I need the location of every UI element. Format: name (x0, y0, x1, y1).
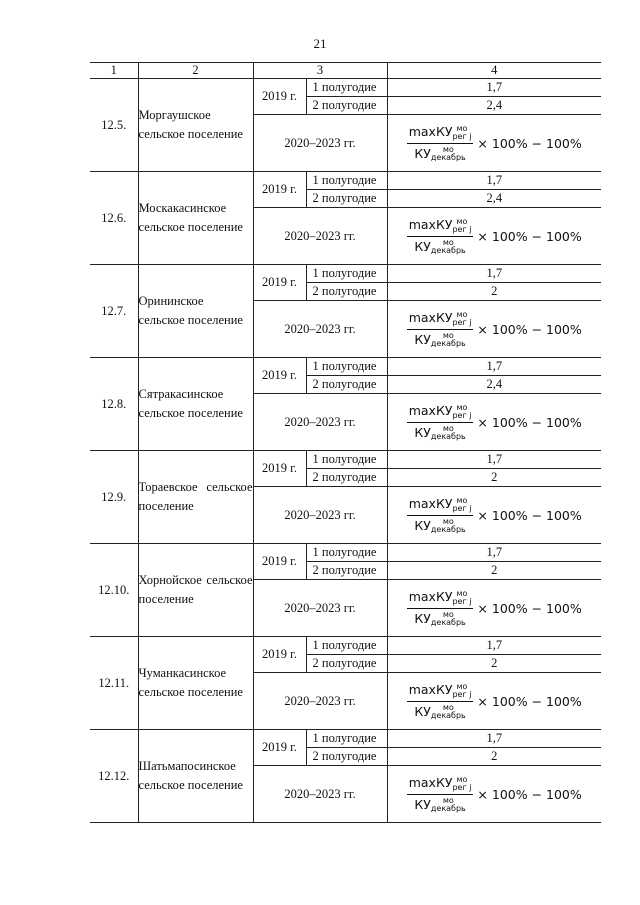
row-number: 12.6. (90, 172, 138, 265)
numerator-sub: рег j (452, 224, 472, 234)
formula-tail: × 100% − 100% (477, 786, 582, 802)
numerator-sup: мо (456, 774, 468, 784)
half-year-1-label: 1 полугодие (306, 451, 387, 469)
period-label: 2020–2023 гг. (253, 394, 387, 451)
formula-denominator (414, 237, 465, 256)
half-year-2-value: 2 (387, 655, 601, 673)
denominator-text: КУ (414, 610, 431, 626)
half-year-1-label: 1 полугодие (306, 730, 387, 748)
formula-numerator (407, 682, 474, 702)
table-row (90, 358, 601, 376)
formula-tail: × 100% − 100% (477, 321, 582, 337)
half-year-1-label: 1 полугодие (306, 172, 387, 190)
formula-denominator (414, 795, 465, 814)
row-number: 12.12. (90, 730, 138, 823)
half-year-2-label: 2 полугодие (306, 469, 387, 487)
numerator-sub: рег j (452, 782, 472, 792)
formula-denominator (414, 609, 465, 628)
formula-tail: × 100% − 100% (477, 600, 582, 616)
table-row (90, 544, 601, 562)
formula-tail: × 100% − 100% (477, 693, 582, 709)
half-year-2-value: 2 (387, 283, 601, 301)
row-number: 12.9. (90, 451, 138, 544)
year-label: 2019 г. (253, 637, 306, 673)
formula-cell (387, 208, 601, 265)
table-row (90, 451, 601, 469)
denominator-sup: мо (442, 796, 454, 805)
numerator-text: maxКУ (408, 496, 453, 511)
period-label: 2020–2023 гг. (253, 580, 387, 637)
half-year-1-value: 1,7 (387, 544, 601, 562)
denominator-sup: мо (442, 424, 454, 433)
formula (407, 124, 582, 162)
settlement-name: Шатьмапосинское сельское поселение (138, 730, 253, 823)
half-year-1-value: 1,7 (387, 265, 601, 283)
row-number: 12.7. (90, 265, 138, 358)
formula-tail: × 100% − 100% (477, 414, 582, 430)
numerator-text: maxКУ (408, 775, 453, 790)
year-label: 2019 г. (253, 451, 306, 487)
settlement-name: Хорнойское сельское поселение (138, 544, 253, 637)
table-row (90, 265, 601, 283)
formula (407, 775, 582, 813)
numerator-sub: рег j (452, 131, 472, 141)
formula-cell (387, 766, 601, 823)
half-year-1-value: 1,7 (387, 730, 601, 748)
formula (407, 403, 582, 441)
formula-numerator (407, 589, 474, 609)
numerator-sup: мо (456, 681, 468, 691)
header-col-3: 3 (253, 63, 387, 79)
denominator-sub: декабрь (430, 432, 466, 441)
numerator-sub: рег j (452, 503, 472, 513)
denominator-sub: декабрь (430, 618, 466, 627)
formula-fraction (407, 217, 474, 255)
formula (407, 217, 582, 255)
row-number: 12.8. (90, 358, 138, 451)
period-label: 2020–2023 гг. (253, 208, 387, 265)
half-year-1-value: 1,7 (387, 358, 601, 376)
half-year-1-value: 1,7 (387, 637, 601, 655)
denominator-text: КУ (414, 796, 431, 812)
numerator-sub: рег j (452, 317, 472, 327)
formula-numerator (407, 217, 474, 237)
year-label: 2019 г. (253, 730, 306, 766)
half-year-1-label: 1 полугодие (306, 79, 387, 97)
page-number: 21 (313, 36, 327, 51)
formula-cell (387, 115, 601, 172)
numerator-sup: мо (456, 123, 468, 133)
half-year-2-label: 2 полугодие (306, 283, 387, 301)
row-number: 12.5. (90, 79, 138, 172)
formula-denominator (414, 423, 465, 442)
period-label: 2020–2023 гг. (253, 673, 387, 730)
period-label: 2020–2023 гг. (253, 487, 387, 544)
row-number: 12.10. (90, 544, 138, 637)
half-year-2-label: 2 полугодие (306, 748, 387, 766)
header-col-2: 2 (138, 63, 253, 79)
half-year-1-value: 1,7 (387, 172, 601, 190)
year-label: 2019 г. (253, 544, 306, 580)
formula-fraction (407, 682, 474, 720)
table-row (90, 637, 601, 655)
half-year-1-label: 1 полугодие (306, 544, 387, 562)
half-year-2-value: 2 (387, 562, 601, 580)
settlement-name: Моргаушское сельское поселение (138, 79, 253, 172)
formula-numerator (407, 124, 474, 144)
year-label: 2019 г. (253, 172, 306, 208)
numerator-sup: мо (456, 495, 468, 505)
formula-cell (387, 301, 601, 358)
formula-numerator (407, 775, 474, 795)
denominator-text: КУ (414, 517, 431, 533)
half-year-2-value: 2,4 (387, 190, 601, 208)
numerator-text: maxКУ (408, 403, 453, 418)
denominator-sup: мо (442, 238, 454, 247)
formula-tail: × 100% − 100% (477, 135, 582, 151)
table-header-row (90, 63, 601, 79)
denominator-text: КУ (414, 238, 431, 254)
header-col-4: 4 (387, 63, 601, 79)
denominator-sub: декабрь (430, 339, 466, 348)
numerator-text: maxКУ (408, 124, 453, 139)
denominator-text: КУ (414, 703, 431, 719)
half-year-2-label: 2 полугодие (306, 655, 387, 673)
formula-fraction (407, 124, 474, 162)
half-year-1-value: 1,7 (387, 79, 601, 97)
half-year-1-label: 1 полугодие (306, 637, 387, 655)
denominator-sup: мо (442, 703, 454, 712)
half-year-2-value: 2 (387, 748, 601, 766)
formula (407, 682, 582, 720)
formula-denominator (414, 702, 465, 721)
numerator-text: maxКУ (408, 682, 453, 697)
formula-denominator (414, 516, 465, 535)
formula-tail: × 100% − 100% (477, 228, 582, 244)
table-row (90, 172, 601, 190)
numerator-sup: мо (456, 588, 468, 598)
header-col-1: 1 (90, 63, 138, 79)
settlement-name: Орининское сельское поселение (138, 265, 253, 358)
half-year-2-value: 2,4 (387, 376, 601, 394)
year-label: 2019 г. (253, 265, 306, 301)
period-label: 2020–2023 гг. (253, 115, 387, 172)
half-year-2-value: 2,4 (387, 97, 601, 115)
denominator-sub: декабрь (430, 804, 466, 813)
settlement-name: Тораевское сельское поселение (138, 451, 253, 544)
formula-cell (387, 673, 601, 730)
formula-fraction (407, 403, 474, 441)
half-year-1-value: 1,7 (387, 451, 601, 469)
numerator-sub: рег j (452, 596, 472, 606)
formula-fraction (407, 775, 474, 813)
denominator-text: КУ (414, 145, 431, 161)
denominator-sub: декабрь (430, 525, 466, 534)
denominator-sup: мо (442, 331, 454, 340)
formula (407, 589, 582, 627)
denominator-sub: декабрь (430, 246, 466, 255)
table-row (90, 79, 601, 97)
formula-numerator (407, 403, 474, 423)
half-year-2-label: 2 полугодие (306, 562, 387, 580)
row-number: 12.11. (90, 637, 138, 730)
formula-fraction (407, 589, 474, 627)
formula-denominator (414, 144, 465, 163)
formula-denominator (414, 330, 465, 349)
numerator-text: maxКУ (408, 589, 453, 604)
half-year-1-label: 1 полугодие (306, 358, 387, 376)
year-label: 2019 г. (253, 79, 306, 115)
numerator-sub: рег j (452, 689, 472, 699)
denominator-sub: декабрь (430, 711, 466, 720)
period-label: 2020–2023 гг. (253, 766, 387, 823)
numerator-text: maxКУ (408, 310, 453, 325)
table-row (90, 730, 601, 748)
denominator-sup: мо (442, 610, 454, 619)
numerator-sub: рег j (452, 410, 472, 420)
formula-numerator (407, 496, 474, 516)
denominator-sup: мо (442, 517, 454, 526)
half-year-2-label: 2 полугодие (306, 97, 387, 115)
numerator-sup: мо (456, 216, 468, 226)
settlement-name: Чуманкасинское сельское поселение (138, 637, 253, 730)
formula-fraction (407, 310, 474, 348)
tariff-table (90, 62, 601, 823)
period-label: 2020–2023 гг. (253, 301, 387, 358)
year-label: 2019 г. (253, 358, 306, 394)
formula (407, 496, 582, 534)
half-year-2-value: 2 (387, 469, 601, 487)
formula-cell (387, 487, 601, 544)
numerator-sup: мо (456, 402, 468, 412)
formula-cell (387, 580, 601, 637)
formula-cell (387, 394, 601, 451)
numerator-text: maxКУ (408, 217, 453, 232)
half-year-1-label: 1 полугодие (306, 265, 387, 283)
formula-numerator (407, 310, 474, 330)
denominator-text: КУ (414, 424, 431, 440)
denominator-text: КУ (414, 331, 431, 347)
denominator-sub: декабрь (430, 153, 466, 162)
settlement-name: Сятракасинское сельское поселение (138, 358, 253, 451)
formula-tail: × 100% − 100% (477, 507, 582, 523)
numerator-sup: мо (456, 309, 468, 319)
formula-fraction (407, 496, 474, 534)
half-year-2-label: 2 полугодие (306, 190, 387, 208)
denominator-sup: мо (442, 145, 454, 154)
half-year-2-label: 2 полугодие (306, 376, 387, 394)
formula (407, 310, 582, 348)
settlement-name: Москакасинское сельское поселение (138, 172, 253, 265)
